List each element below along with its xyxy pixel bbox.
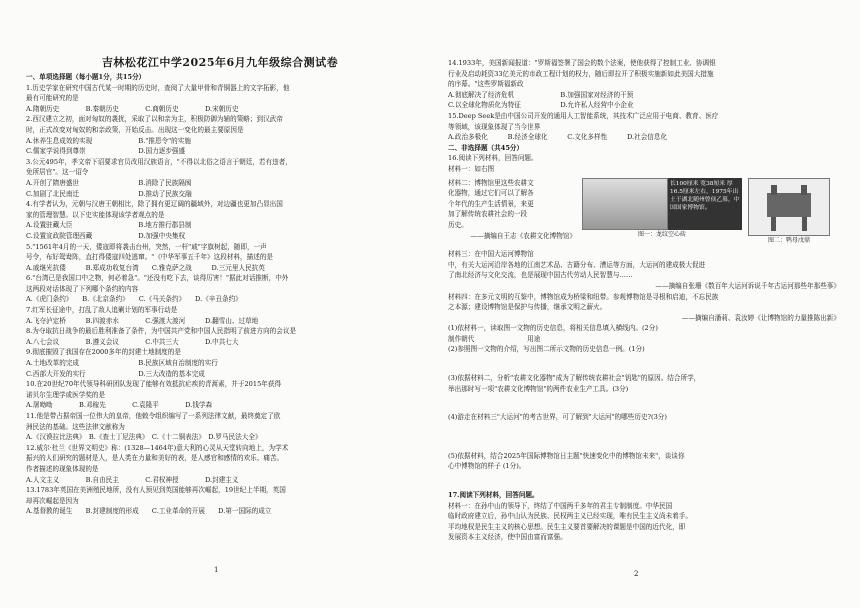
question-line: 5."1561年4月的一天，倭寇即将袭击台州，突然，一杆"戚"字旗树起，随即，一声: [26, 242, 267, 251]
question-line: A.设置驻藏大臣 B.地方推行郡县制: [26, 221, 192, 230]
question-line: A.隋朝历史 B.秦朝历史 C.商朝历史 D.宋朝历史: [26, 104, 239, 113]
section-one-heading: 一、单项选择题（每小题1分，共15分）: [26, 73, 146, 81]
material-line: 临时政府建立后，孙中山认为民族、民权两主义已经实现，唯有民生主义尚未着手。: [448, 512, 692, 521]
question-line: 4.有学者认为，元朝与汉唐王朝相比，除了拥有更辽阔的疆域外，对边疆也更加凸显出国: [26, 200, 283, 209]
material-3: [448, 249, 840, 281]
material-4: [448, 292, 840, 313]
question-line: A.人文主义 B.自由民主 C.君权神授 D.封建主义: [26, 475, 239, 484]
question-line: A.土地改革的完成 B.民族区域自治制度的实行: [26, 359, 218, 368]
material-1: 材料一：如右图: [448, 164, 495, 173]
question-line: A.八七会议 B.遵义会议 C.中共三大 D.中共七大: [26, 337, 239, 346]
question-line: C.儒家学说得到尊崇 D.国力逐步强盛: [26, 147, 186, 156]
figure-2: [748, 178, 830, 247]
question-line: 时，正式改变对匈奴的和亲政策，开始反击。出现这一变化的最主要原因是: [26, 125, 244, 134]
question-line: 6."台湾已是我国口中之物，何必着急"。"还没有吃下去，谈得厉害！"据此对话推断，中外: [26, 274, 289, 283]
question-line: 却再次崛起是因为: [26, 496, 79, 505]
material-line: 个年代的生产生活情景，来更: [448, 199, 534, 208]
page-number-2: 2: [634, 570, 639, 578]
right-page: [448, 58, 840, 543]
question-line: 13.1783年英国在美洲殖民地所，没有人预见到英国能够再次崛起，19世纪上半期，英国: [26, 486, 286, 495]
material-4-source: ——摘编自潘莉、袁汝婷《让博物馆的力量推陈出新》: [681, 313, 840, 322]
question-line: 等领域，该现象体现了当今世界: [448, 122, 541, 131]
material-line: 材料二：博物馆里这些农耕文: [448, 178, 534, 187]
subquestion-1-blanks[interactable]: 制作朝代 用途: [448, 334, 541, 343]
question-line: 8.为夺取抗日战争的最后胜利准备了条件，为中国共产党和中国人民指明了前进方向的会议是: [26, 327, 297, 336]
question-line: 家的管理智慧。以下史实能体现该学者观点的是: [26, 210, 165, 219]
question-line: A.基督教的诞生 B.封建制度的形成 C.工业革命的开展 D.第一国际的成立: [26, 507, 272, 516]
material-line: 历史。: [448, 220, 468, 229]
section-two-heading: 二、非选择题（共45分）: [448, 143, 524, 152]
subquestion-5b: 心中博物馆的样子 (1分)。: [448, 462, 526, 471]
material-line: 材料一：在孙中山的领导下，终结了中国两千多年的君主专制制度。中华民国: [448, 501, 673, 510]
question-line: A.戚继光抗倭 B.郑成功收复台湾 C.雅克萨之战 D.三元里人民抗英: [26, 263, 265, 272]
question-line: 2.西汉建立之初，面对匈奴的袭扰，采取了以和亲为主，积极防御为辅的策略；到汉武帝: [26, 115, 283, 124]
subquestion-4: (4)游走在材料三"大运河"的考古世界，可了解到"大运河"的哪些历史?(3分): [448, 413, 667, 422]
material-line: 化器物，通过它们可以了解各: [448, 189, 534, 198]
figure-1-caption: 长100厘米 宽38厘米 厚16.5厘米左右，1975年出土于湖北随州曾侯乙墓，中国国家博物馆。: [668, 178, 742, 230]
material-3-source: ——摘编自张珊《数百年大运河诉说千年古运河那些年那些事》: [655, 281, 840, 290]
figure-1-label: 图一：龙纹空心砖: [637, 230, 686, 238]
material-line: 材料三：在中国大运河博物馆: [448, 250, 534, 259]
question-line: 12.威尔·杜兰《世界文明史》称：(1328—1464年)意大利的心灵从天堂转向地上，为学术: [26, 443, 289, 452]
question-line: C.加剧了北民南迁 D.推动了民族交融: [26, 189, 192, 198]
material-line: 平均地权是民生主义的核心思想。民生主义要首要解决的课题是中国的近代化，即: [448, 522, 686, 531]
question-line: 最有可能研究的是: [26, 94, 79, 103]
subquestion-2: (2)参照图一文物的介绍，写出图二所示文物的历史信息一例。(1分): [448, 345, 645, 354]
question-line: 这两段对话体现了下列哪个条约的内容: [26, 284, 139, 293]
material-line: 加了解传统农耕社会的一段: [448, 210, 528, 219]
question-line: A.《虎门条约》 B.《北京条约》 C.《马关条约》 D.《辛丑条约》: [26, 295, 242, 304]
material-2-source: ——摘编自王志《农耕文化博物馆》: [470, 231, 576, 240]
left-questions: [26, 83, 426, 517]
question-line: A.飞夺泸定桥 B.四渡赤水 C.强渡大渡河 D.翻雪山、过草地: [26, 316, 259, 325]
right-questions: [448, 58, 840, 143]
question-16: 16.阅读下列材料，回答问题。: [448, 154, 538, 163]
question-line: 14.1933年，美国新闻报道："罗斯福签署了国会的数个法案，使他获得了控制工业、协调银: [448, 59, 716, 67]
subquestion-1: (1)依材料一，读取图一文物的历史信息，将相关信息填入横线内。(2分): [448, 324, 658, 333]
brick-image: [582, 178, 668, 230]
subquestion-3b: 举出那时写一项"农耕文化博物馆"的两件农业生产工具。(3分): [448, 384, 629, 393]
figure-1: [582, 178, 742, 247]
figures-row: [448, 178, 840, 247]
question-line: 免所居官"。这一诏令: [26, 168, 89, 177]
left-page: [26, 72, 426, 517]
question-line: C.西部大开发的实行 D.三大改造的基本完成: [26, 369, 205, 378]
question-line: 行业及启动耗资33亿美元的市政工程计划的权力，随后即拉开了积极实施新如此美国大措施: [448, 69, 714, 78]
question-line: 11.他是带占据帝国一位伟大的皇帝，他敕令组织编写了一系列法律文献，最终奠定了欧: [26, 412, 281, 420]
question-line: 洲民法的基础。这些法律文献称为: [26, 422, 125, 431]
question-line: C.设置宣政院管理西藏 D.加强中央集权: [26, 231, 186, 240]
question-line: A.开创了隋唐盛世 B.消除了民族隔阂: [26, 178, 192, 187]
question-line: A.屠呦呦 B.邓稼先 C.袁隆平 D.钱学森: [26, 401, 213, 410]
material-line: 中，有关大运河沿岸各地的江南艺术品、古籍分布、漕运等方面，大运河的建成极大促进: [448, 260, 706, 269]
exam-title: 吉林松花江中学2025年6月九年级综合测试卷: [101, 56, 339, 69]
material-line: 发展资本主义经济，使中国由富而富强。: [448, 533, 567, 542]
question-17: 17.阅读下列材料，回答问题。: [448, 491, 539, 500]
question-line: C.以全球化物质化为特征 D.允许私人经营中小企业: [448, 101, 634, 110]
question-line: 7.红军长征途中，打乱了敌人追剿计划的军事行动是: [26, 306, 178, 315]
material-line: 之本源；建设博物馆是保护与传播，继承文明之薪火。: [448, 303, 607, 312]
subquestion-5: (5)依据材料，结合2025年国际博物馆日主题"快速变化中的博物馆未来"，谈谈你: [448, 451, 685, 460]
material-line: 材料四：在多元文明的互鉴中，博物馆成为桥梁和纽带。参观博物馆是寻根和启迪，不忘民族: [448, 292, 719, 301]
question-line: 号令，布好鸳鸯阵，直打得倭寇四处逃窜。"《中华军事五千年》这段材料，描述的是: [26, 253, 273, 262]
material-2: [448, 178, 576, 247]
question-line: A.政治多极化 B.经济全球化 C.文化多样性 D.社会信息化: [448, 133, 668, 142]
question-line: 3.公元495年，孝文帝下诏要求官员改用汉族语言，"不得以北俗之语言于朝廷，若有违者，: [26, 157, 292, 166]
question-line: 9.彻底摧毁了我国存在2000多年的封建土地制度的是: [26, 348, 181, 357]
question-line: 10.在20世纪70年代领导科研团队发现了能够有效抵抗疟疾的青蒿素，并于2015年获得: [26, 380, 282, 389]
page-number-1: 1: [214, 566, 219, 574]
figure-2-label: 图二：鸭母戊鼎: [767, 236, 810, 244]
question-line: 振兴的人们研究的题材是人，是人类在力量和美好的表，是人感官和感情的欢乐、痛苦。: [26, 454, 284, 463]
question-line: A.休养生息成效的实现 B."推恩令"的实施: [26, 136, 191, 145]
question-17-material: [448, 501, 840, 543]
question-line: 作者描述的现象体现的是: [26, 464, 99, 473]
question-line: 诺贝尔生理学或医学奖的是: [26, 390, 106, 399]
ding-image: [748, 178, 830, 236]
subquestion-3: (3)依据材料二，分析"农耕文化器物"成为了解传统农耕社会"钥匙"的原因。结合所学，: [448, 374, 701, 383]
question-line: 的序幕。"这些罗斯福新政: [448, 80, 524, 89]
question-line: A.《汉谟拉比法典》 B.《查士丁尼法典》 C.《十二铜表法》 D.罗马民法大全》: [26, 433, 262, 442]
question-line: A.彻底解决了经济危机 B.加强国家对经济的干预: [448, 90, 634, 99]
question-line: 1.历史学家在研究中国古代某一时期的历史时，查阅了大量甲骨和青铜器上的文字拓影，他: [26, 83, 290, 92]
material-line: 了南北经济与文化交流，也是展现中国古代劳动人民智慧与……: [448, 271, 633, 280]
question-line: 15.Deep Seek是由中国公司开发的通用人工智能系统，其技术广泛应用于电商、教育、医疗: [448, 111, 719, 120]
